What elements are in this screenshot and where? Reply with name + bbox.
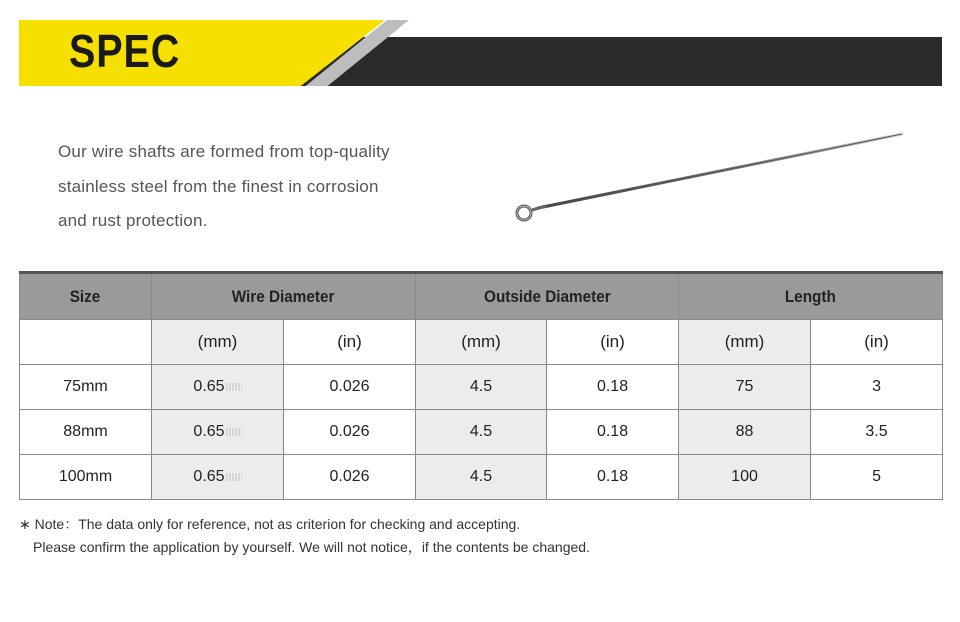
spec-table [19,271,943,500]
table-row [20,455,943,500]
od-in-cell: 0.18 [547,365,679,410]
size-cell: 100mm [20,455,152,500]
spec-banner [19,20,942,86]
od-mm-cell: 4.5 [416,410,547,455]
note-line: Please confirm the application by yourself. We will not notice，if the contents be changed. [33,539,590,555]
length-mm-cell: 75 [679,365,811,410]
length-mm-cell: 100 [679,455,811,500]
size-cell: 88mm [20,410,152,455]
od-in-cell: 0.18 [547,455,679,500]
size-cell: 75mm [20,365,152,410]
length-in-cell: 3 [811,365,943,410]
scan-artifact-icon [226,428,242,436]
description-line: stainless steel from the finest in corrosion [58,176,379,196]
unit-cell: (in) [284,320,416,365]
table-units-row [20,320,943,365]
wire-in-cell: 0.026 [284,410,416,455]
wire-mm-cell: 0.65 [152,455,284,500]
table-row [20,365,943,410]
wire-in-cell: 0.026 [284,365,416,410]
table-header-row [20,273,943,320]
wire-in-cell: 0.026 [284,455,416,500]
product-description [58,135,478,239]
table-row [20,410,943,455]
length-in-cell: 3.5 [811,410,943,455]
length-mm-cell: 88 [679,410,811,455]
disclaimer-note [19,513,590,559]
unit-cell: (mm) [679,320,811,365]
unit-cell: (mm) [416,320,547,365]
header-outside-diameter: Outside Diameter [416,273,679,320]
wire-mm-cell: 0.65 [152,365,284,410]
od-mm-cell: 4.5 [416,365,547,410]
unit-cell [20,320,152,365]
unit-cell: (mm) [152,320,284,365]
length-in-cell: 5 [811,455,943,500]
od-in-cell: 0.18 [547,410,679,455]
scan-artifact-icon [226,473,242,481]
header-wire-diameter: Wire Diameter [152,273,416,320]
wire-mm-cell: 0.65 [152,410,284,455]
header-length: Length [679,273,943,320]
scan-artifact-icon [226,383,242,391]
wire-shaft-icon [510,128,910,228]
unit-cell: (in) [811,320,943,365]
od-mm-cell: 4.5 [416,455,547,500]
header-size: Size [20,273,152,320]
unit-cell: (in) [547,320,679,365]
description-line: and rust protection. [58,211,208,230]
description-line: Our wire shafts are formed from top-quality [58,142,390,161]
page-title: SPEC [69,25,181,77]
note-line: ∗ Note：The data only for reference, not as criterion for checking and accepting. [19,516,521,532]
